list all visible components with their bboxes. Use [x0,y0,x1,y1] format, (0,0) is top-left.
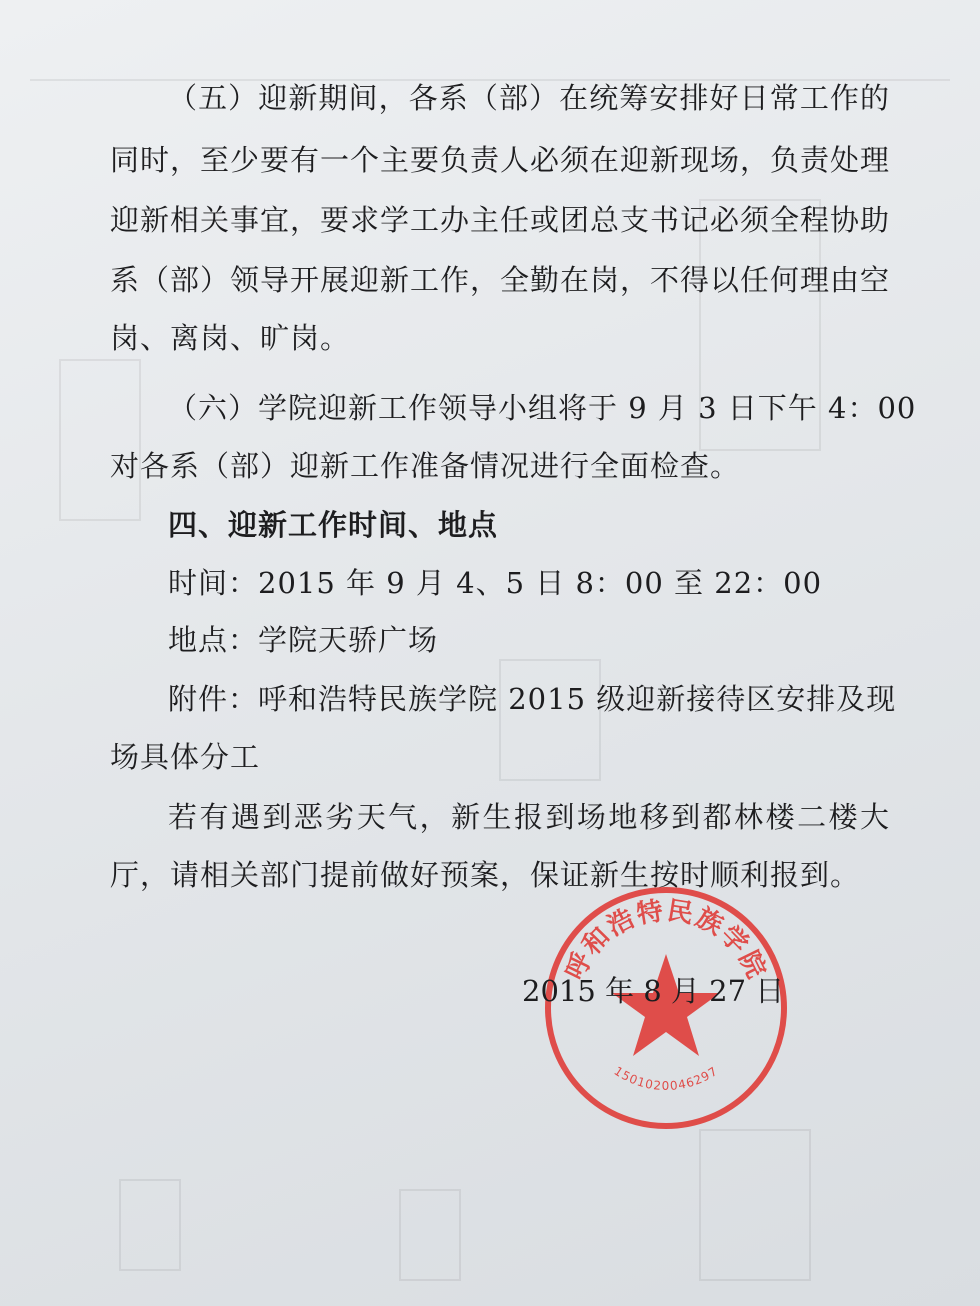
time-line: 时间：2015 年 9 月 4、5 日 8：00 至 22：00 [168,566,823,600]
place-line: 地点：学院天骄广场 [168,623,439,657]
weather-note-line-1: 若有遇到恶劣天气，新生报到场地移到都林楼二楼大 [168,800,890,834]
document-date: 2015 年 8 月 27 日 [522,974,785,1008]
paragraph-5-line-4: 系（部）领导开展迎新工作，全勤在岗，不得以任何理由空 [110,263,891,297]
svg-text:1501020046297 [612,1064,721,1093]
paragraph-5-line-5: 岗、离岗、旷岗。 [110,321,351,355]
paragraph-5-line-3: 迎新相关事宜，要求学工办主任或团总支书记必须全程协助 [110,203,891,237]
attachment-line-2: 场具体分工 [110,740,261,774]
attachment-line-1: 附件：呼和浩特民族学院 2015 级迎新接待区安排及现 [168,682,897,716]
seal-code: 1501020046297 [611,1063,721,1093]
weather-note-line-2: 厅，请相关部门提前做好预案，保证新生按时顺利报到。 [110,858,861,892]
paragraph-6-line-2: 对各系（部）迎新工作准备情况进行全面检查。 [110,449,741,483]
section-4-heading: 四、迎新工作时间、地点 [168,508,499,542]
paragraph-5-line-1: （五）迎新期间，各系（部）在统筹安排好日常工作的 [168,81,890,115]
paragraph-5-line-2: 同时，至少要有一个主要负责人必须在迎新现场，负责处理 [110,143,891,177]
paragraph-6-line-1: （六）学院迎新工作领导小组将于 9 月 3 日下午 4：00 [168,391,917,425]
seal-name: 呼和浩特民族学院 [560,895,772,985]
